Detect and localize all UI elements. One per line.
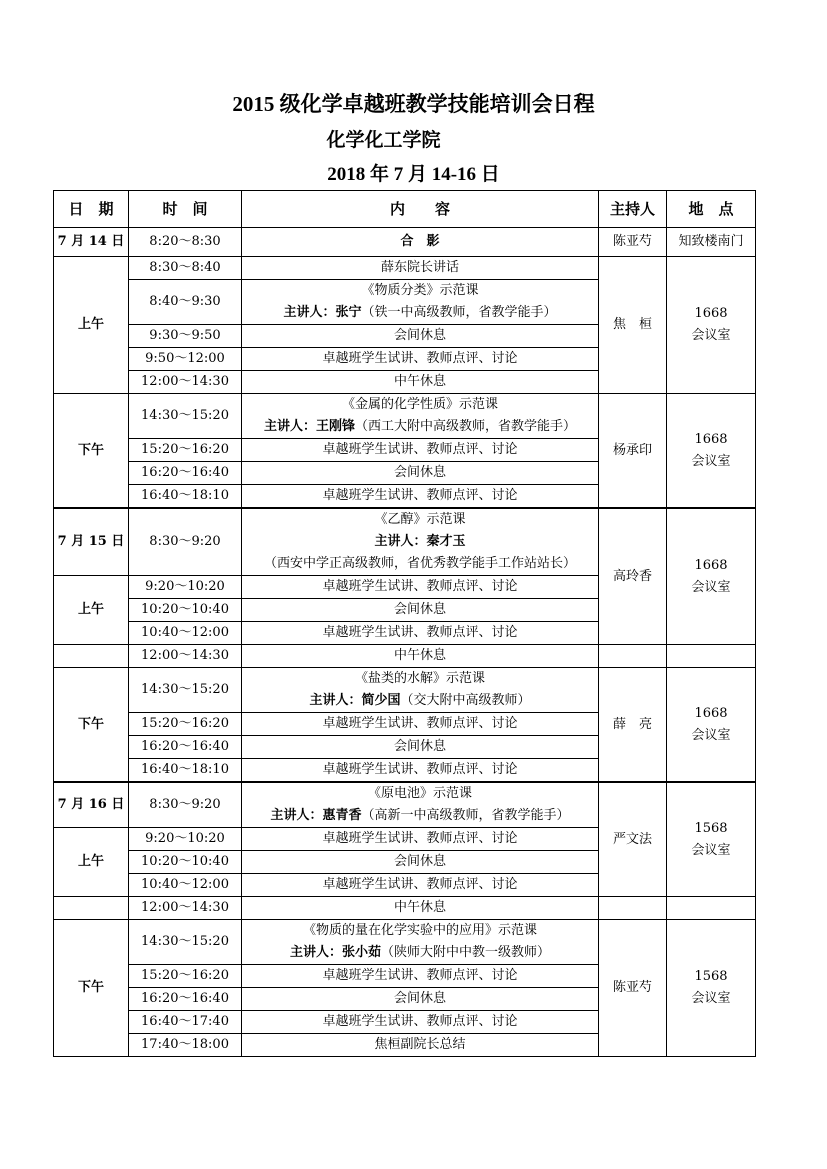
room-label: 会议室	[691, 991, 731, 1006]
time-cell: 8:30～9:20	[129, 508, 242, 576]
empty-cell	[54, 897, 129, 920]
host-cell: 高玲香	[599, 508, 667, 645]
time-cell: 15:20～16:20	[129, 439, 242, 462]
table-row	[54, 782, 756, 828]
table-row	[54, 920, 756, 965]
table-row	[54, 668, 756, 713]
room-label: 会议室	[691, 579, 731, 595]
time-cell: 8:30～9:20	[129, 782, 242, 828]
time-cell: 10:20～10:40	[129, 851, 242, 874]
time-cell: 15:20～16:20	[129, 713, 242, 736]
lesson-title: 《原电池》示范课	[367, 786, 472, 801]
speaker-name: 主讲人：王刚锋	[263, 419, 355, 434]
place-cell	[667, 920, 756, 1057]
table-row	[54, 394, 756, 439]
time-cell: 9:50～12:00	[129, 348, 242, 371]
table-row	[54, 228, 756, 257]
room-number: 1568	[694, 969, 728, 984]
content-cell	[242, 668, 599, 713]
lesson-title: 《物质分类》示范课	[361, 283, 479, 298]
org-name: 化学化工学院	[326, 130, 441, 151]
content-cell: 会间休息	[242, 325, 599, 348]
place-cell	[667, 782, 756, 897]
period-label: 下午	[54, 920, 129, 1057]
content-cell: 卓越班学生试讲、教师点评、讨论	[242, 622, 599, 645]
speaker-name: 主讲人：惠青香	[270, 808, 362, 823]
empty-cell	[667, 645, 756, 668]
time-cell: 14:30～15:20	[129, 668, 242, 713]
room-label: 会议室	[691, 842, 731, 858]
room-number: 1668	[694, 306, 728, 321]
room-number: 1668	[694, 557, 728, 573]
table-header-row	[54, 191, 756, 228]
lesson-title: 《盐类的水解》示范课	[354, 671, 485, 686]
col-host: 主持人	[599, 191, 667, 228]
host-cell: 焦 桓	[599, 257, 667, 394]
day-date: 7 月 14 日	[54, 228, 129, 257]
content-cell: 卓越班学生试讲、教师点评、讨论	[242, 874, 599, 897]
schedule-table	[53, 190, 756, 1057]
place-cell	[667, 257, 756, 394]
lesson-title: 《金属的化学性质》示范课	[341, 397, 498, 412]
content-cell: 卓越班学生试讲、教师点评、讨论	[242, 713, 599, 736]
period-label: 上午	[54, 257, 129, 394]
period-label: 下午	[54, 668, 129, 783]
time-cell: 12:00～14:30	[129, 645, 242, 668]
content-cell: 中午休息	[242, 645, 599, 668]
lesson-title: 《乙醇》示范课	[374, 512, 466, 527]
content-cell: 卓越班学生试讲、教师点评、讨论	[242, 348, 599, 371]
content-cell: 会间休息	[242, 988, 599, 1011]
speaker-name: 主讲人：张小茹	[289, 945, 381, 960]
empty-cell	[54, 645, 129, 668]
time-cell: 10:40～12:00	[129, 622, 242, 645]
period-label: 上午	[54, 828, 129, 897]
col-place: 地 点	[667, 191, 756, 228]
time-cell: 12:00～14:30	[129, 897, 242, 920]
time-cell: 10:40～12:00	[129, 874, 242, 897]
time-cell: 8:20～8:30	[129, 228, 242, 257]
period-label: 上午	[54, 576, 129, 645]
content-cell	[242, 280, 599, 325]
room-label: 会议室	[691, 453, 731, 469]
empty-cell	[599, 645, 667, 668]
speaker-name: 主讲人：秦才玉	[374, 534, 466, 549]
time-cell: 16:40～18:10	[129, 759, 242, 783]
content-cell: 卓越班学生试讲、教师点评、讨论	[242, 439, 599, 462]
speaker-note: （铁一中高级教师，省教学能手）	[361, 305, 557, 320]
place-cell: 知致楼南门	[667, 228, 756, 257]
time-cell: 14:30～15:20	[129, 920, 242, 965]
room-label: 会议室	[691, 727, 731, 743]
content-cell	[242, 920, 599, 965]
speaker-note: （西工大附中高级教师，省教学能手）	[355, 419, 577, 434]
page-title: 2015 级化学卓越班教学技能培训会日程	[232, 92, 595, 116]
place-cell	[667, 508, 756, 645]
speaker-name: 主讲人：张宁	[283, 305, 362, 320]
content-cell: 中午休息	[242, 897, 599, 920]
time-cell: 16:20～16:40	[129, 736, 242, 759]
content-cell: 焦桓副院长总结	[242, 1034, 599, 1057]
speaker-note: （交大附中高级教师）	[400, 693, 531, 708]
room-number: 1568	[694, 820, 728, 836]
table-row	[54, 897, 756, 920]
content-cell	[242, 782, 599, 828]
host-cell: 陈亚芍	[599, 920, 667, 1057]
room-number: 1668	[694, 705, 728, 721]
time-cell: 9:30～9:50	[129, 325, 242, 348]
time-cell: 15:20～16:20	[129, 965, 242, 988]
content-cell: 卓越班学生试讲、教师点评、讨论	[242, 485, 599, 509]
period-label: 下午	[54, 394, 129, 509]
speaker-name: 主讲人：简少国	[309, 693, 401, 708]
place-cell	[667, 394, 756, 509]
time-cell: 17:40～18:00	[129, 1034, 242, 1057]
col-time: 时 间	[129, 191, 242, 228]
content-cell: 会间休息	[242, 736, 599, 759]
empty-cell	[667, 897, 756, 920]
col-date: 日 期	[54, 191, 129, 228]
col-content: 内 容	[242, 191, 599, 228]
time-cell: 8:30～8:40	[129, 257, 242, 280]
content-cell: 卓越班学生试讲、教师点评、讨论	[242, 1011, 599, 1034]
time-cell: 9:20～10:20	[129, 828, 242, 851]
time-cell: 12:00～14:30	[129, 371, 242, 394]
table-row	[54, 645, 756, 668]
content-cell: 中午休息	[242, 371, 599, 394]
time-cell: 8:40～9:30	[129, 280, 242, 325]
speaker-note: （高新一中高级教师，省教学能手）	[361, 808, 570, 823]
room-label: 会议室	[691, 328, 731, 343]
host-cell: 陈亚芍	[599, 228, 667, 257]
content-cell: 薛东院长讲话	[242, 257, 599, 280]
content-cell: 卓越班学生试讲、教师点评、讨论	[242, 759, 599, 783]
table-row	[54, 508, 756, 576]
time-cell: 16:20～16:40	[129, 462, 242, 485]
host-cell: 杨承印	[599, 394, 667, 509]
time-cell: 16:40～18:10	[129, 485, 242, 509]
content-cell: 卓越班学生试讲、教师点评、讨论	[242, 965, 599, 988]
content-cell	[242, 508, 599, 576]
date-range: 2018 年 7 月 14-16 日	[327, 164, 500, 185]
content-cell: 卓越班学生试讲、教师点评、讨论	[242, 828, 599, 851]
host-cell: 薛 亮	[599, 668, 667, 783]
content-cell: 会间休息	[242, 599, 599, 622]
time-cell: 9:20～10:20	[129, 576, 242, 599]
time-cell: 16:40～17:40	[129, 1011, 242, 1034]
content-cell: 会间休息	[242, 462, 599, 485]
speaker-note: （西安中学正高级教师，省优秀教学能手工作站站长）	[263, 556, 576, 571]
content-cell	[242, 394, 599, 439]
empty-cell	[599, 897, 667, 920]
content-cell: 卓越班学生试讲、教师点评、讨论	[242, 576, 599, 599]
time-cell: 10:20～10:40	[129, 599, 242, 622]
content-cell: 会间休息	[242, 851, 599, 874]
content-cell: 合 影	[242, 228, 599, 257]
room-number: 1668	[694, 431, 728, 447]
lesson-title: 《物质的量在化学实验中的应用》示范课	[302, 923, 537, 938]
speaker-note: （陕师大附中中教一级教师）	[381, 945, 551, 960]
time-cell: 14:30～15:20	[129, 394, 242, 439]
day-date: 7 月 15 日	[54, 508, 129, 576]
time-cell: 16:20～16:40	[129, 988, 242, 1011]
table-row	[54, 257, 756, 280]
place-cell	[667, 668, 756, 783]
host-cell: 严文法	[599, 782, 667, 897]
day-date: 7 月 16 日	[54, 782, 129, 828]
